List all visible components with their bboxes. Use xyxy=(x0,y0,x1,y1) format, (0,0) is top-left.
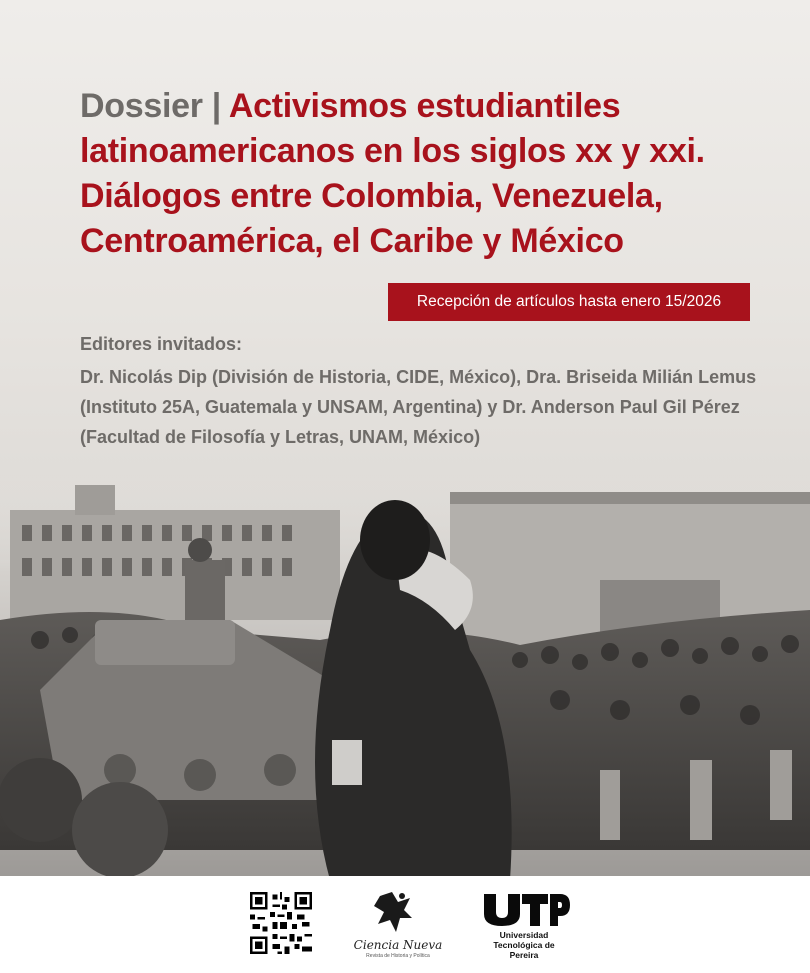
ciencia-nueva-wordmark: Ciencia Nueva xyxy=(353,938,443,952)
protest-photo xyxy=(0,470,810,880)
qr-code-icon[interactable] xyxy=(250,892,312,954)
title-prefix: Dossier | xyxy=(80,87,221,125)
utp-wordmark-icon xyxy=(478,890,570,928)
ciencia-nueva-emblem-icon xyxy=(340,888,450,938)
ciencia-nueva-subtitle: Revista de Historia y Política xyxy=(366,953,430,959)
editors-heading: Editores invitados: xyxy=(80,334,243,354)
footer xyxy=(0,876,810,973)
ciencia-nueva-logo[interactable] xyxy=(340,888,450,960)
title-main: Activismos estudiantiles latinoamericanos en los siglos xx y xxi. Diálogos entre Colombia, Venezuela, Centroamérica, el Caribe y México xyxy=(80,87,705,260)
dossier-title xyxy=(80,84,780,264)
utp-university-name: Universidad Tecnológica de Pereira xyxy=(493,930,555,960)
editors-list: Dr. Nicolás Dip (División de Historia, CIDE, México), Dra. Briseida Milián Lemus (Instituto 25A, Guatemala y UNSAM, Argentina) y Dr. Anderson Paul Gil Pérez (Facultad de Filosofía y Letras, UNAM, México) xyxy=(80,367,757,447)
deadline-badge: Recepción de artículos hasta enero 15/2026 xyxy=(388,283,750,321)
utp-logo[interactable] xyxy=(478,890,570,960)
